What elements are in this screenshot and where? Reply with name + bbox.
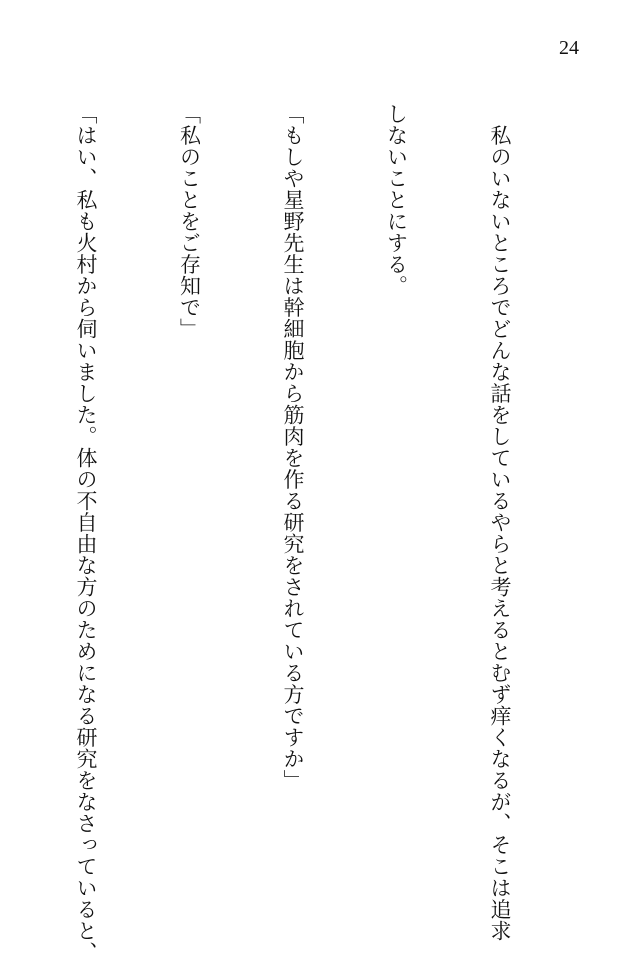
vertical-text-body <box>0 103 586 963</box>
text-column: 「もしや星野先生は幹細胞から筋肉を作る研究をされている方ですか」 <box>281 103 305 791</box>
text-column: しないことにする。 <box>384 103 409 297</box>
text-column: 私のいないところでどんな話をしているやらと考えるとむず痒くなるが、そこは追求 <box>488 103 512 942</box>
text-column: 「私のことをご存知で」 <box>177 103 202 340</box>
page-number: 24 <box>559 37 579 59</box>
text-column: 「はい、私も火村から伺いました。体の不自由な方のためになる研究をなさっていると、 <box>74 103 98 963</box>
